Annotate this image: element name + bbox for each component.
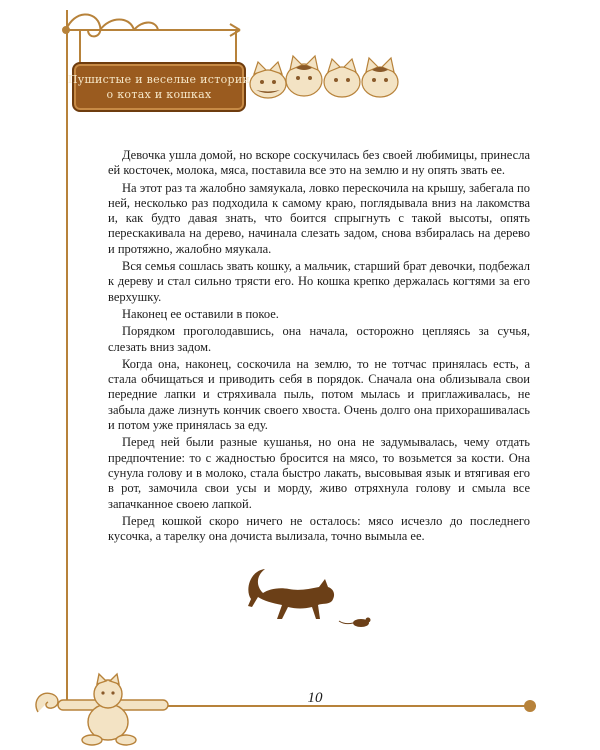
header-title-line2: о котах и кошках bbox=[106, 88, 212, 101]
paragraph: Девочка ушла домой, но вскоре соскучилась без своей любимицы, принесла ей косточек, молока, мяса, поставила все это на землю и ну опять звать ее. bbox=[108, 148, 530, 178]
left-border-line bbox=[66, 10, 68, 705]
story-text bbox=[108, 148, 530, 546]
cat-mouse-silhouette bbox=[245, 565, 385, 635]
paragraph: Перед кошкой скоро ничего не осталось: мясо исчезло до последнего кусочка, а тарелку она дочиста вылизала, точно вымыла ее. bbox=[108, 513, 530, 544]
paragraph: Вся семья сошлась звать кошку, а мальчик, старший брат девочки, подбежал к дереву и стал сильно трясти его. Но кошка крепко держалась когтями за его верхушку. bbox=[108, 259, 530, 304]
bottom-border-knob bbox=[524, 700, 536, 712]
page-number: 10 bbox=[307, 690, 323, 706]
paragraph: Порядком проголодавшись, она начала, осторожно цепляясь за сучья, слезать вниз задом. bbox=[108, 324, 530, 354]
header-sign bbox=[67, 62, 251, 112]
header-title-line1: Пушистые и веселые истории bbox=[67, 73, 251, 86]
paragraph: На этот раз та жалобно замяукала, ловко перескочила на крышу, забегала по ней, несколько раз подходила к самому краю, поглядывала вниз на лакомства и, как будто давая знать, что боится спрыгнуть с такой высоты, опять перескакивала на дерево, начинала слезать задом, снова взбиралась на дерево и протяжно, жалобно мяукала. bbox=[108, 180, 530, 256]
paragraph: Наконец ее оставили в покое. bbox=[122, 306, 279, 321]
kittens-illustration bbox=[248, 50, 408, 102]
paragraph: Перед ней были разные кушанья, но она не задумывалась, чему отдать предпочтение: то с жадностью бросится на мясо, то возьмется за кости. Она сунула голову и в молоко, стала быстро лакать, высовывая язык и втягивая его в рот, замочила свои усы и морду, живо отряхнула голову и смыла все запачканное своею лапкой. bbox=[108, 435, 530, 511]
sign-arrow-icon bbox=[40, 0, 250, 70]
paragraph: Когда она, наконец, соскочила на землю, то не тотчас принялась есть, а стала обчищаться и приводить себя в порядок. Сначала она облизывала свои передние лапки и стряхивала пыль, потом мылась и приглаживалась, не забыла даже лизнуть кончик своего хвоста. Очень долго она прихорашивалась и потом уже принялась за еду. bbox=[108, 356, 530, 433]
kitten-scroll-illustration bbox=[28, 672, 178, 750]
